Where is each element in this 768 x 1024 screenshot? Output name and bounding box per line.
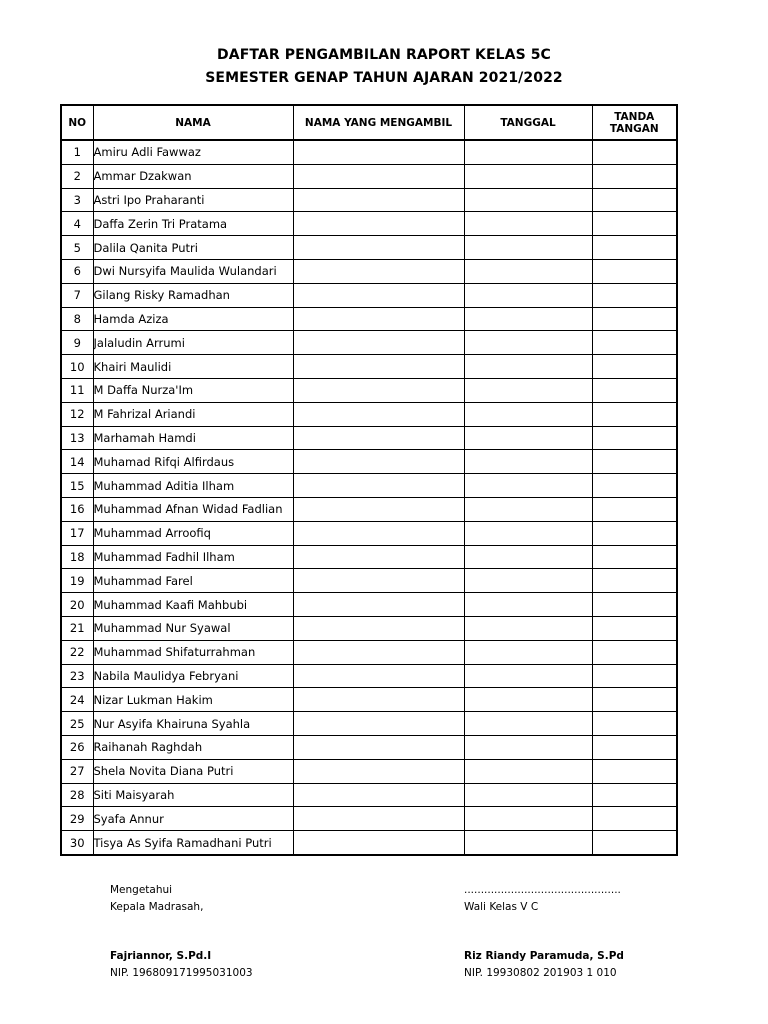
table-row bbox=[61, 712, 677, 736]
row-tanggal bbox=[464, 426, 592, 450]
document-title bbox=[0, 44, 768, 90]
table-row bbox=[61, 831, 677, 855]
table-row bbox=[61, 783, 677, 807]
row-nama-yang-mengambil bbox=[293, 521, 464, 545]
row-tanda-tangan bbox=[592, 259, 677, 283]
row-no: 22 bbox=[61, 640, 93, 664]
row-tanda-tangan bbox=[592, 283, 677, 307]
row-nama-yang-mengambil bbox=[293, 450, 464, 474]
row-nama-yang-mengambil bbox=[293, 283, 464, 307]
table-row bbox=[61, 164, 677, 188]
row-no: 13 bbox=[61, 426, 93, 450]
row-nama-yang-mengambil bbox=[293, 378, 464, 402]
row-nama: Ammar Dzakwan bbox=[93, 164, 293, 188]
signature-left-nip: NIP. 196809171995031003 bbox=[110, 967, 253, 979]
table-header-row bbox=[61, 105, 677, 140]
row-no: 1 bbox=[61, 140, 93, 164]
row-nama-yang-mengambil bbox=[293, 426, 464, 450]
row-nama-yang-mengambil bbox=[293, 188, 464, 212]
row-tanggal bbox=[464, 831, 592, 855]
row-nama-yang-mengambil bbox=[293, 140, 464, 164]
row-tanda-tangan bbox=[592, 307, 677, 331]
row-tanda-tangan bbox=[592, 569, 677, 593]
row-nama: Muhammad Nur Syawal bbox=[93, 616, 293, 640]
signature-left-line1: Mengetahui bbox=[110, 884, 173, 896]
table-row bbox=[61, 807, 677, 831]
table-row bbox=[61, 140, 677, 164]
table-row bbox=[61, 259, 677, 283]
row-nama: Muhamad Rifqi Alfirdaus bbox=[93, 450, 293, 474]
row-no: 12 bbox=[61, 402, 93, 426]
row-tanggal bbox=[464, 259, 592, 283]
row-nama: Nabila Maulidya Febryani bbox=[93, 664, 293, 688]
row-nama-yang-mengambil bbox=[293, 259, 464, 283]
row-nama-yang-mengambil bbox=[293, 331, 464, 355]
row-no: 29 bbox=[61, 807, 93, 831]
header-tanggal: TANGGAL bbox=[464, 105, 592, 140]
row-no: 5 bbox=[61, 236, 93, 260]
row-tanda-tangan bbox=[592, 164, 677, 188]
row-nama: M Fahrizal Ariandi bbox=[93, 402, 293, 426]
row-nama-yang-mengambil bbox=[293, 545, 464, 569]
table-row bbox=[61, 283, 677, 307]
row-tanda-tangan bbox=[592, 640, 677, 664]
row-no: 18 bbox=[61, 545, 93, 569]
row-no: 16 bbox=[61, 497, 93, 521]
row-tanggal bbox=[464, 236, 592, 260]
row-tanggal bbox=[464, 664, 592, 688]
row-tanda-tangan bbox=[592, 236, 677, 260]
table-row bbox=[61, 688, 677, 712]
row-nama: Muhammad Farel bbox=[93, 569, 293, 593]
row-nama: Raihanah Raghdah bbox=[93, 735, 293, 759]
table-row bbox=[61, 236, 677, 260]
row-no: 25 bbox=[61, 712, 93, 736]
row-nama-yang-mengambil bbox=[293, 831, 464, 855]
row-no: 24 bbox=[61, 688, 93, 712]
row-nama: M Daffa Nurza'Im bbox=[93, 378, 293, 402]
row-tanggal bbox=[464, 616, 592, 640]
row-nama: Marhamah Hamdi bbox=[93, 426, 293, 450]
row-tanggal bbox=[464, 331, 592, 355]
table-row bbox=[61, 402, 677, 426]
table-row bbox=[61, 497, 677, 521]
row-nama-yang-mengambil bbox=[293, 759, 464, 783]
signature-right bbox=[464, 882, 624, 982]
row-no: 4 bbox=[61, 212, 93, 236]
table-row bbox=[61, 474, 677, 498]
row-nama-yang-mengambil bbox=[293, 212, 464, 236]
row-no: 10 bbox=[61, 355, 93, 379]
row-tanda-tangan bbox=[592, 688, 677, 712]
row-nama-yang-mengambil bbox=[293, 164, 464, 188]
row-nama-yang-mengambil bbox=[293, 593, 464, 617]
row-nama: Daffa Zerin Tri Pratama bbox=[93, 212, 293, 236]
header-nama: NAMA bbox=[93, 105, 293, 140]
row-nama-yang-mengambil bbox=[293, 402, 464, 426]
row-tanda-tangan bbox=[592, 331, 677, 355]
row-tanda-tangan bbox=[592, 378, 677, 402]
row-nama-yang-mengambil bbox=[293, 712, 464, 736]
row-tanda-tangan bbox=[592, 735, 677, 759]
row-nama: Astri Ipo Praharanti bbox=[93, 188, 293, 212]
row-no: 14 bbox=[61, 450, 93, 474]
row-no: 17 bbox=[61, 521, 93, 545]
table-row bbox=[61, 759, 677, 783]
row-nama-yang-mengambil bbox=[293, 474, 464, 498]
table-row bbox=[61, 593, 677, 617]
row-nama: Muhammad Aditia Ilham bbox=[93, 474, 293, 498]
row-tanggal bbox=[464, 188, 592, 212]
row-tanda-tangan bbox=[592, 212, 677, 236]
table-row bbox=[61, 378, 677, 402]
row-nama-yang-mengambil bbox=[293, 688, 464, 712]
row-tanggal bbox=[464, 164, 592, 188]
row-tanggal bbox=[464, 450, 592, 474]
row-tanggal bbox=[464, 783, 592, 807]
signature-left bbox=[110, 882, 253, 982]
row-tanda-tangan bbox=[592, 783, 677, 807]
row-no: 6 bbox=[61, 259, 93, 283]
table-row bbox=[61, 307, 677, 331]
row-tanggal bbox=[464, 759, 592, 783]
row-nama: Muhammad Arroofiq bbox=[93, 521, 293, 545]
header-nama-yang-mengambil: NAMA YANG MENGAMBIL bbox=[293, 105, 464, 140]
row-tanggal bbox=[464, 402, 592, 426]
row-tanggal bbox=[464, 355, 592, 379]
table-row bbox=[61, 188, 677, 212]
title-line-1: DAFTAR PENGAMBILAN RAPORT KELAS 5C bbox=[217, 47, 551, 63]
row-nama-yang-mengambil bbox=[293, 236, 464, 260]
row-no: 11 bbox=[61, 378, 93, 402]
row-nama: Tisya As Syifa Ramadhani Putri bbox=[93, 831, 293, 855]
row-tanda-tangan bbox=[592, 831, 677, 855]
table-row bbox=[61, 735, 677, 759]
row-nama-yang-mengambil bbox=[293, 307, 464, 331]
row-nama: Nur Asyifa Khairuna Syahla bbox=[93, 712, 293, 736]
row-tanda-tangan bbox=[592, 807, 677, 831]
row-tanggal bbox=[464, 378, 592, 402]
signature-right-line2: Wali Kelas V C bbox=[464, 901, 539, 913]
row-no: 27 bbox=[61, 759, 93, 783]
signature-right-name: Riz Riandy Paramuda, S.Pd bbox=[464, 950, 624, 962]
row-no: 20 bbox=[61, 593, 93, 617]
row-no: 21 bbox=[61, 616, 93, 640]
row-tanggal bbox=[464, 307, 592, 331]
table-row bbox=[61, 616, 677, 640]
row-tanda-tangan bbox=[592, 497, 677, 521]
row-nama: Nizar Lukman Hakim bbox=[93, 688, 293, 712]
row-tanda-tangan bbox=[592, 664, 677, 688]
row-nama: Dwi Nursyifa Maulida Wulandari bbox=[93, 259, 293, 283]
row-nama-yang-mengambil bbox=[293, 640, 464, 664]
table-row bbox=[61, 450, 677, 474]
row-nama: Amiru Adli Fawwaz bbox=[93, 140, 293, 164]
row-nama-yang-mengambil bbox=[293, 569, 464, 593]
row-nama: Siti Maisyarah bbox=[93, 783, 293, 807]
header-tanda-tangan: TANDA TANGAN bbox=[592, 105, 677, 140]
table-row bbox=[61, 569, 677, 593]
row-nama: Dalila Qanita Putri bbox=[93, 236, 293, 260]
row-tanda-tangan bbox=[592, 545, 677, 569]
row-tanda-tangan bbox=[592, 140, 677, 164]
row-nama: Jalaludin Arrumi bbox=[93, 331, 293, 355]
row-tanda-tangan bbox=[592, 402, 677, 426]
row-tanda-tangan bbox=[592, 188, 677, 212]
row-nama-yang-mengambil bbox=[293, 783, 464, 807]
row-tanda-tangan bbox=[592, 474, 677, 498]
row-tanggal bbox=[464, 283, 592, 307]
row-tanggal bbox=[464, 712, 592, 736]
row-tanggal bbox=[464, 545, 592, 569]
row-tanggal bbox=[464, 212, 592, 236]
row-nama-yang-mengambil bbox=[293, 497, 464, 521]
row-nama: Muhammad Fadhil Ilham bbox=[93, 545, 293, 569]
row-nama-yang-mengambil bbox=[293, 807, 464, 831]
row-no: 19 bbox=[61, 569, 93, 593]
table-row bbox=[61, 355, 677, 379]
signature-right-line1: ............................................... bbox=[464, 884, 621, 896]
row-tanda-tangan bbox=[592, 759, 677, 783]
row-nama-yang-mengambil bbox=[293, 616, 464, 640]
row-no: 9 bbox=[61, 331, 93, 355]
table-body bbox=[61, 140, 677, 855]
row-tanggal bbox=[464, 688, 592, 712]
row-tanggal bbox=[464, 497, 592, 521]
signature-left-name: Fajriannor, S.Pd.I bbox=[110, 950, 212, 962]
row-no: 3 bbox=[61, 188, 93, 212]
row-no: 23 bbox=[61, 664, 93, 688]
row-tanggal bbox=[464, 140, 592, 164]
row-no: 15 bbox=[61, 474, 93, 498]
table-row bbox=[61, 212, 677, 236]
row-tanda-tangan bbox=[592, 593, 677, 617]
row-tanda-tangan bbox=[592, 355, 677, 379]
row-nama: Shela Novita Diana Putri bbox=[93, 759, 293, 783]
row-nama: Khairi Maulidi bbox=[93, 355, 293, 379]
row-nama-yang-mengambil bbox=[293, 664, 464, 688]
row-no: 30 bbox=[61, 831, 93, 855]
signature-right-nip: NIP. 19930802 201903 1 010 bbox=[464, 967, 617, 979]
table-row bbox=[61, 521, 677, 545]
table-row bbox=[61, 664, 677, 688]
row-nama: Hamda Aziza bbox=[93, 307, 293, 331]
row-tanda-tangan bbox=[592, 450, 677, 474]
table-row bbox=[61, 426, 677, 450]
row-nama: Syafa Annur bbox=[93, 807, 293, 831]
signature-left-line2: Kepala Madrasah, bbox=[110, 901, 204, 913]
row-tanggal bbox=[464, 521, 592, 545]
row-tanggal bbox=[464, 593, 592, 617]
row-tanggal bbox=[464, 474, 592, 498]
row-tanggal bbox=[464, 569, 592, 593]
table-row bbox=[61, 640, 677, 664]
row-tanggal bbox=[464, 807, 592, 831]
row-tanggal bbox=[464, 640, 592, 664]
row-tanggal bbox=[464, 735, 592, 759]
row-nama-yang-mengambil bbox=[293, 355, 464, 379]
table-row bbox=[61, 545, 677, 569]
row-no: 26 bbox=[61, 735, 93, 759]
roster-table bbox=[60, 104, 678, 856]
title-line-2: SEMESTER GENAP TAHUN AJARAN 2021/2022 bbox=[205, 70, 563, 86]
row-nama: Gilang Risky Ramadhan bbox=[93, 283, 293, 307]
row-no: 7 bbox=[61, 283, 93, 307]
table-row bbox=[61, 331, 677, 355]
row-no: 2 bbox=[61, 164, 93, 188]
row-no: 28 bbox=[61, 783, 93, 807]
row-tanda-tangan bbox=[592, 426, 677, 450]
row-tanda-tangan bbox=[592, 616, 677, 640]
row-nama: Muhammad Kaafi Mahbubi bbox=[93, 593, 293, 617]
row-no: 8 bbox=[61, 307, 93, 331]
row-nama: Muhammad Afnan Widad Fadlian bbox=[93, 497, 293, 521]
row-tanda-tangan bbox=[592, 521, 677, 545]
row-nama: Muhammad Shifaturrahman bbox=[93, 640, 293, 664]
header-no: NO bbox=[61, 105, 93, 140]
row-tanda-tangan bbox=[592, 712, 677, 736]
row-nama-yang-mengambil bbox=[293, 735, 464, 759]
